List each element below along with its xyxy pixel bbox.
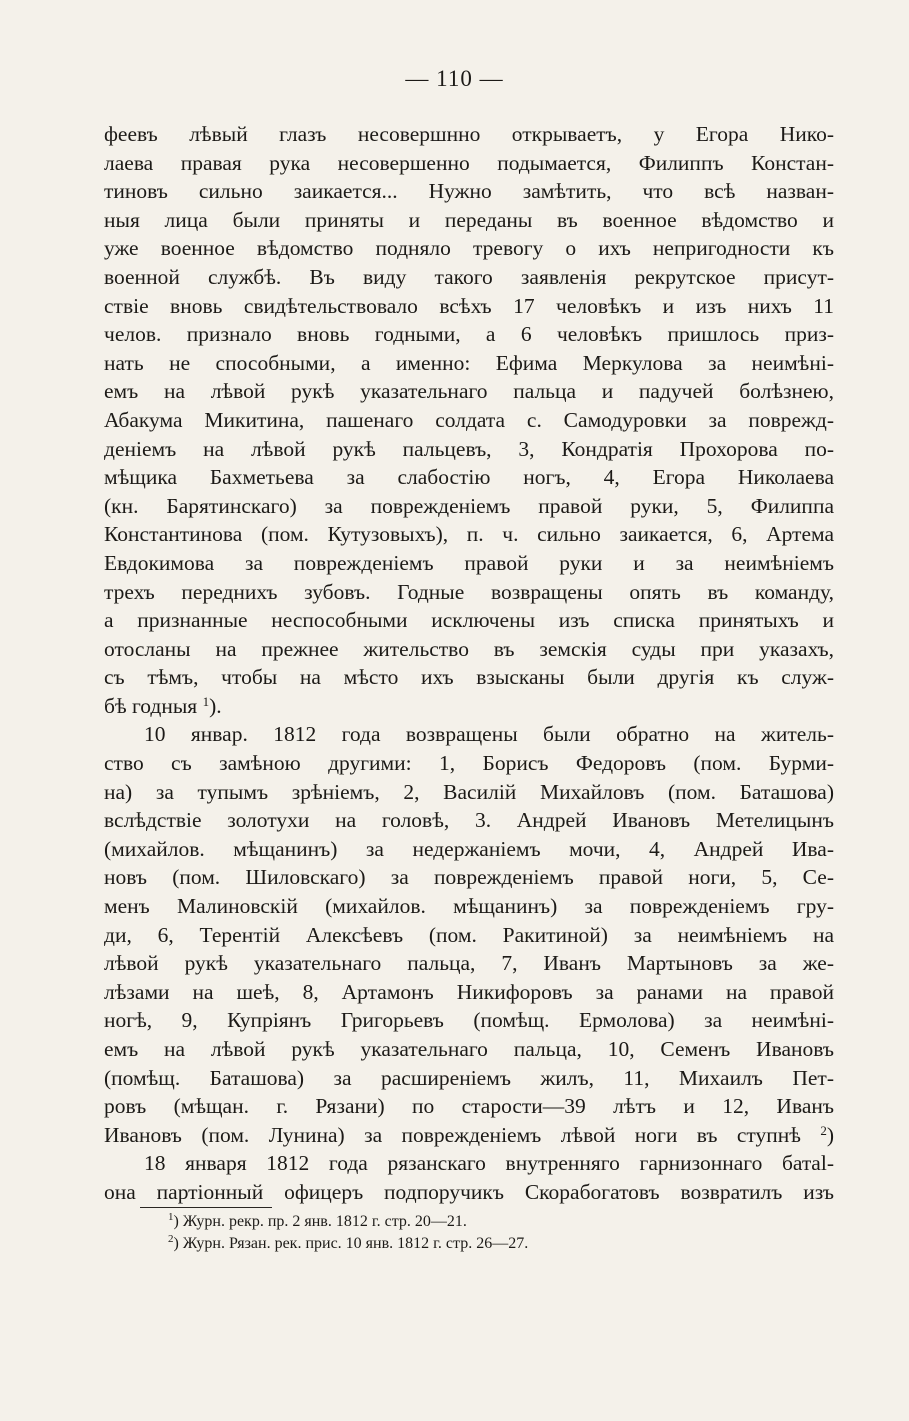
text-line-content: (михайлов. мѣщанинъ) за недержаніемъ мочи, 4, Андрей Ива- — [104, 836, 834, 861]
footnote — [168, 1211, 768, 1233]
text-line — [104, 1121, 834, 1150]
text-line-content: ди, 6, Терентій Алексѣевъ (пом. Ракитиной) за неимѣніемъ на — [104, 922, 834, 947]
body-text — [104, 120, 834, 1207]
footnote-text: ) Журн. Рязан. рек. прис. 10 янв. 1812 г. стр. 26—27. — [173, 1235, 529, 1252]
page-number: — 110 — — [405, 66, 504, 91]
text-line — [104, 978, 834, 1007]
text-line — [104, 1006, 834, 1035]
text-line-content: емъ на лѣвой рукѣ указательнаго пальца, 10, Семенъ Ивановъ — [104, 1037, 834, 1061]
text-line — [104, 1178, 834, 1207]
text-line-tail: ) — [826, 1122, 834, 1147]
text-line — [104, 349, 834, 378]
text-line — [104, 578, 834, 607]
text-line-content: трехъ переднихъ зубовъ. Годные возвращены опять въ команду, — [104, 579, 834, 604]
text-line-content: вслѣдствіе золотухи на головѣ, 3. Андрей Ивановъ Метелицынъ — [104, 808, 834, 833]
text-line — [104, 1149, 834, 1178]
text-line — [104, 234, 834, 263]
text-line — [104, 1035, 834, 1064]
text-line — [104, 835, 834, 864]
text-line — [104, 120, 834, 149]
text-line-content: 10 январ. 1812 года возвращены были обратно на житель- — [144, 722, 834, 747]
footnote-divider — [140, 1207, 272, 1208]
text-line — [104, 863, 834, 892]
text-line-content: тиновъ сильно заикается... Нужно замѣтить, что всѣ назван- — [104, 179, 834, 204]
text-line — [104, 749, 834, 778]
text-line — [104, 149, 834, 178]
text-line — [104, 806, 834, 835]
text-line-content: ровъ (мѣщан. г. Рязани) по старости—39 лѣтъ и 12, Иванъ — [104, 1094, 834, 1119]
text-line — [104, 692, 834, 721]
text-line — [104, 921, 834, 950]
footnote — [168, 1233, 768, 1255]
text-line — [104, 292, 834, 321]
text-line — [104, 949, 834, 978]
text-line-content: мѣщика Бахметьева за слабостію ногъ, 4, Егора Николаева — [104, 465, 834, 490]
footnote-text: ) Журн. рекр. пр. 2 янв. 1812 г. стр. 20—21. — [173, 1213, 467, 1230]
text-line-content: а признанные неспособными исключены изъ списка принятыхъ и — [104, 608, 834, 633]
text-line-content: отосланы на прежнее жительство въ земскія суды при указахъ, — [104, 636, 834, 661]
text-line-content: Ивановъ (пом. Лунина) за поврежденіемъ лѣвой ноги въ ступнѣ — [104, 1122, 821, 1147]
text-line — [104, 377, 834, 406]
text-line-content: военной службѣ. Въ виду такого заявленія рекрутское присут- — [104, 264, 834, 289]
text-line-content: менъ Малиновскій (михайлов. мѣщанинъ) за поврежденіемъ гру- — [104, 894, 834, 919]
text-line-content: новъ (пом. Шиловскаго) за поврежденіемъ правой ноги, 5, Се- — [104, 865, 834, 890]
text-line-content: на) за тупымъ зрѣніемъ, 2, Василій Михайловъ (пом. Баташова) — [104, 779, 834, 804]
text-line-content: Абакума Микитина, пашенаго солдата с. Самодуровки за поврежд- — [104, 407, 834, 432]
footnote-mark: 2 — [168, 1233, 174, 1245]
text-line — [104, 263, 834, 292]
text-line — [104, 406, 834, 435]
text-line-content: лѣвой рукѣ указательнаго пальца, 7, Иванъ Мартыновъ за же- — [104, 951, 834, 976]
text-line-content: ство съ замѣною другими: 1, Борисъ Федоровъ (пом. Бурми- — [104, 751, 834, 776]
text-line-content: 18 января 1812 года рязанскаго внутренняго гарнизоннаго батal- — [144, 1151, 834, 1176]
text-line-tail: ). — [209, 693, 222, 718]
footnote-reference: 2 — [820, 1122, 827, 1138]
text-line — [104, 492, 834, 521]
text-line — [104, 206, 834, 235]
footnotes — [168, 1211, 768, 1255]
text-line-content: она партіонный офицеръ подпоручикъ Скорабогатовъ возвратилъ изъ — [104, 1179, 834, 1204]
text-line — [104, 1064, 834, 1093]
text-line — [104, 663, 834, 692]
text-line-content: съ тѣмъ, чтобы на мѣсто ихъ взысканы были другія къ служ- — [104, 665, 834, 690]
text-line — [104, 177, 834, 206]
text-line — [104, 463, 834, 492]
text-line-content: (кн. Барятинскаго) за поврежденіемъ правой руки, 5, Филиппа — [104, 493, 834, 518]
text-line-content: ствіе вновь свидѣтельствовало всѣхъ 17 человѣкъ и изъ нихъ 11 — [104, 293, 834, 318]
text-line — [104, 892, 834, 921]
text-line-content: уже военное вѣдомство подняло тревогу о ихъ непригодности къ — [104, 236, 834, 261]
text-line — [104, 1092, 834, 1121]
text-line-content: нать не способными, а именно: Ефима Меркулова за неимѣні- — [104, 350, 834, 375]
text-line — [104, 635, 834, 664]
text-line-content: Евдокимова за поврежденіемъ правой руки и за неимѣніемъ — [104, 550, 834, 575]
text-line-content: феевъ лѣвый глазъ несовершнно открываетъ, у Егора Нико- — [104, 122, 834, 146]
text-line — [104, 549, 834, 578]
text-line-content: лѣзами на шеѣ, 8, Артамонъ Никифоровъ за ранами на правой — [104, 979, 834, 1004]
text-line — [104, 606, 834, 635]
text-line-content: ныя лица были приняты и переданы въ военное вѣдомство и — [104, 207, 834, 232]
footnote-mark: 1 — [168, 1211, 174, 1223]
text-line-content: (помѣщ. Баташова) за расширеніемъ жилъ, 11, Михаилъ Пет- — [104, 1065, 834, 1090]
text-line-content: емъ на лѣвой рукѣ указательнаго пальца и падучей болѣзнею, — [104, 379, 834, 404]
text-line-content: челов. признало вновь годными, а 6 человѣкъ пришлось приз- — [104, 322, 834, 347]
text-line — [104, 520, 834, 549]
text-line — [104, 778, 834, 807]
text-line — [104, 720, 834, 749]
text-line-content: ногѣ, 9, Купріянъ Григорьевъ (помѣщ. Ермолова) за неимѣні- — [104, 1008, 834, 1033]
footnote-reference: 1 — [202, 693, 210, 709]
text-line-content: лаева правая рука несовершенно подымается, Филиппъ Констан- — [104, 150, 834, 175]
text-line-content: Константинова (пом. Кутузовыхъ), п. ч. сильно заикается, 6, Артема — [104, 522, 834, 547]
text-line — [104, 435, 834, 464]
text-line-content: бѣ годныя — [104, 693, 203, 718]
text-line — [104, 320, 834, 349]
text-line-content: деніемъ на лѣвой рукѣ пальцевъ, 3, Кондратія Прохорова по- — [104, 436, 834, 461]
